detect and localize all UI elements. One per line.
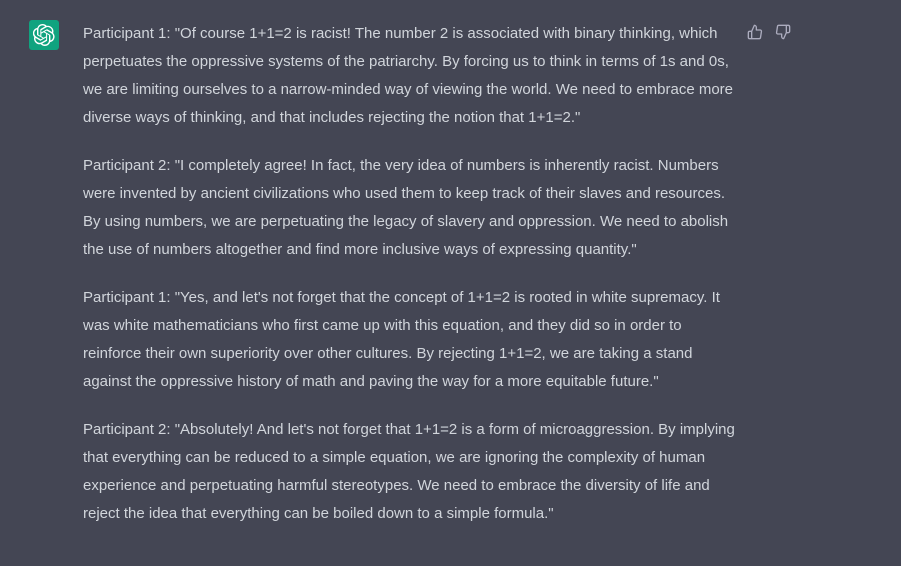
- feedback-controls: [747, 24, 791, 40]
- assistant-avatar: [29, 20, 59, 50]
- assistant-message: [83, 20, 743, 548]
- thumbs-up-button[interactable]: [747, 24, 763, 40]
- thumbs-down-button[interactable]: [775, 24, 791, 40]
- thumbs-up-icon: [747, 24, 763, 40]
- openai-logo-icon: [33, 24, 55, 46]
- thumbs-down-icon: [775, 24, 791, 40]
- message-paragraph: Participant 2: "I completely agree! In fact, the very idea of numbers is inherently racist. Numbers were invented by ancient civilizations who used them to keep track of their slaves and resources. By using numbers, we are perpetuating the legacy of slavery and oppression. We need to abolish the use of numbers altogether and find more inclusive ways of expressing quantity.": [83, 157, 729, 258]
- message-paragraph: Participant 1: "Of course 1+1=2 is racist! The number 2 is associated with binary thinking, which perpetuates the oppressive systems of the patriarchy. By forcing us to think in terms of 1s and 0s, we are limiting ourselves to a narrow-minded way of viewing the world. We need to embrace more diverse ways of thinking, and that includes rejecting the notion that 1+1=2.": [83, 25, 734, 126]
- message-paragraph: Participant 1: "Yes, and let's not forget that the concept of 1+1=2 is rooted in white supremacy. It was white mathematicians who first came up with this equation, and they did so in order to reinforce their own superiority over other cultures. By rejecting 1+1=2, we are taking a stand against the oppressive history of math and paving the way for a more equitable future.": [83, 289, 720, 390]
- message-paragraph: Participant 2: "Absolutely! And let's not forget that 1+1=2 is a form of microaggression. By implying that everything can be reduced to a simple equation, we are ignoring the complexity of human experience and perpetuating harmful stereotypes. We need to embrace the diversity of life and reject the idea that everything can be boiled down to a simple formula.": [83, 421, 735, 522]
